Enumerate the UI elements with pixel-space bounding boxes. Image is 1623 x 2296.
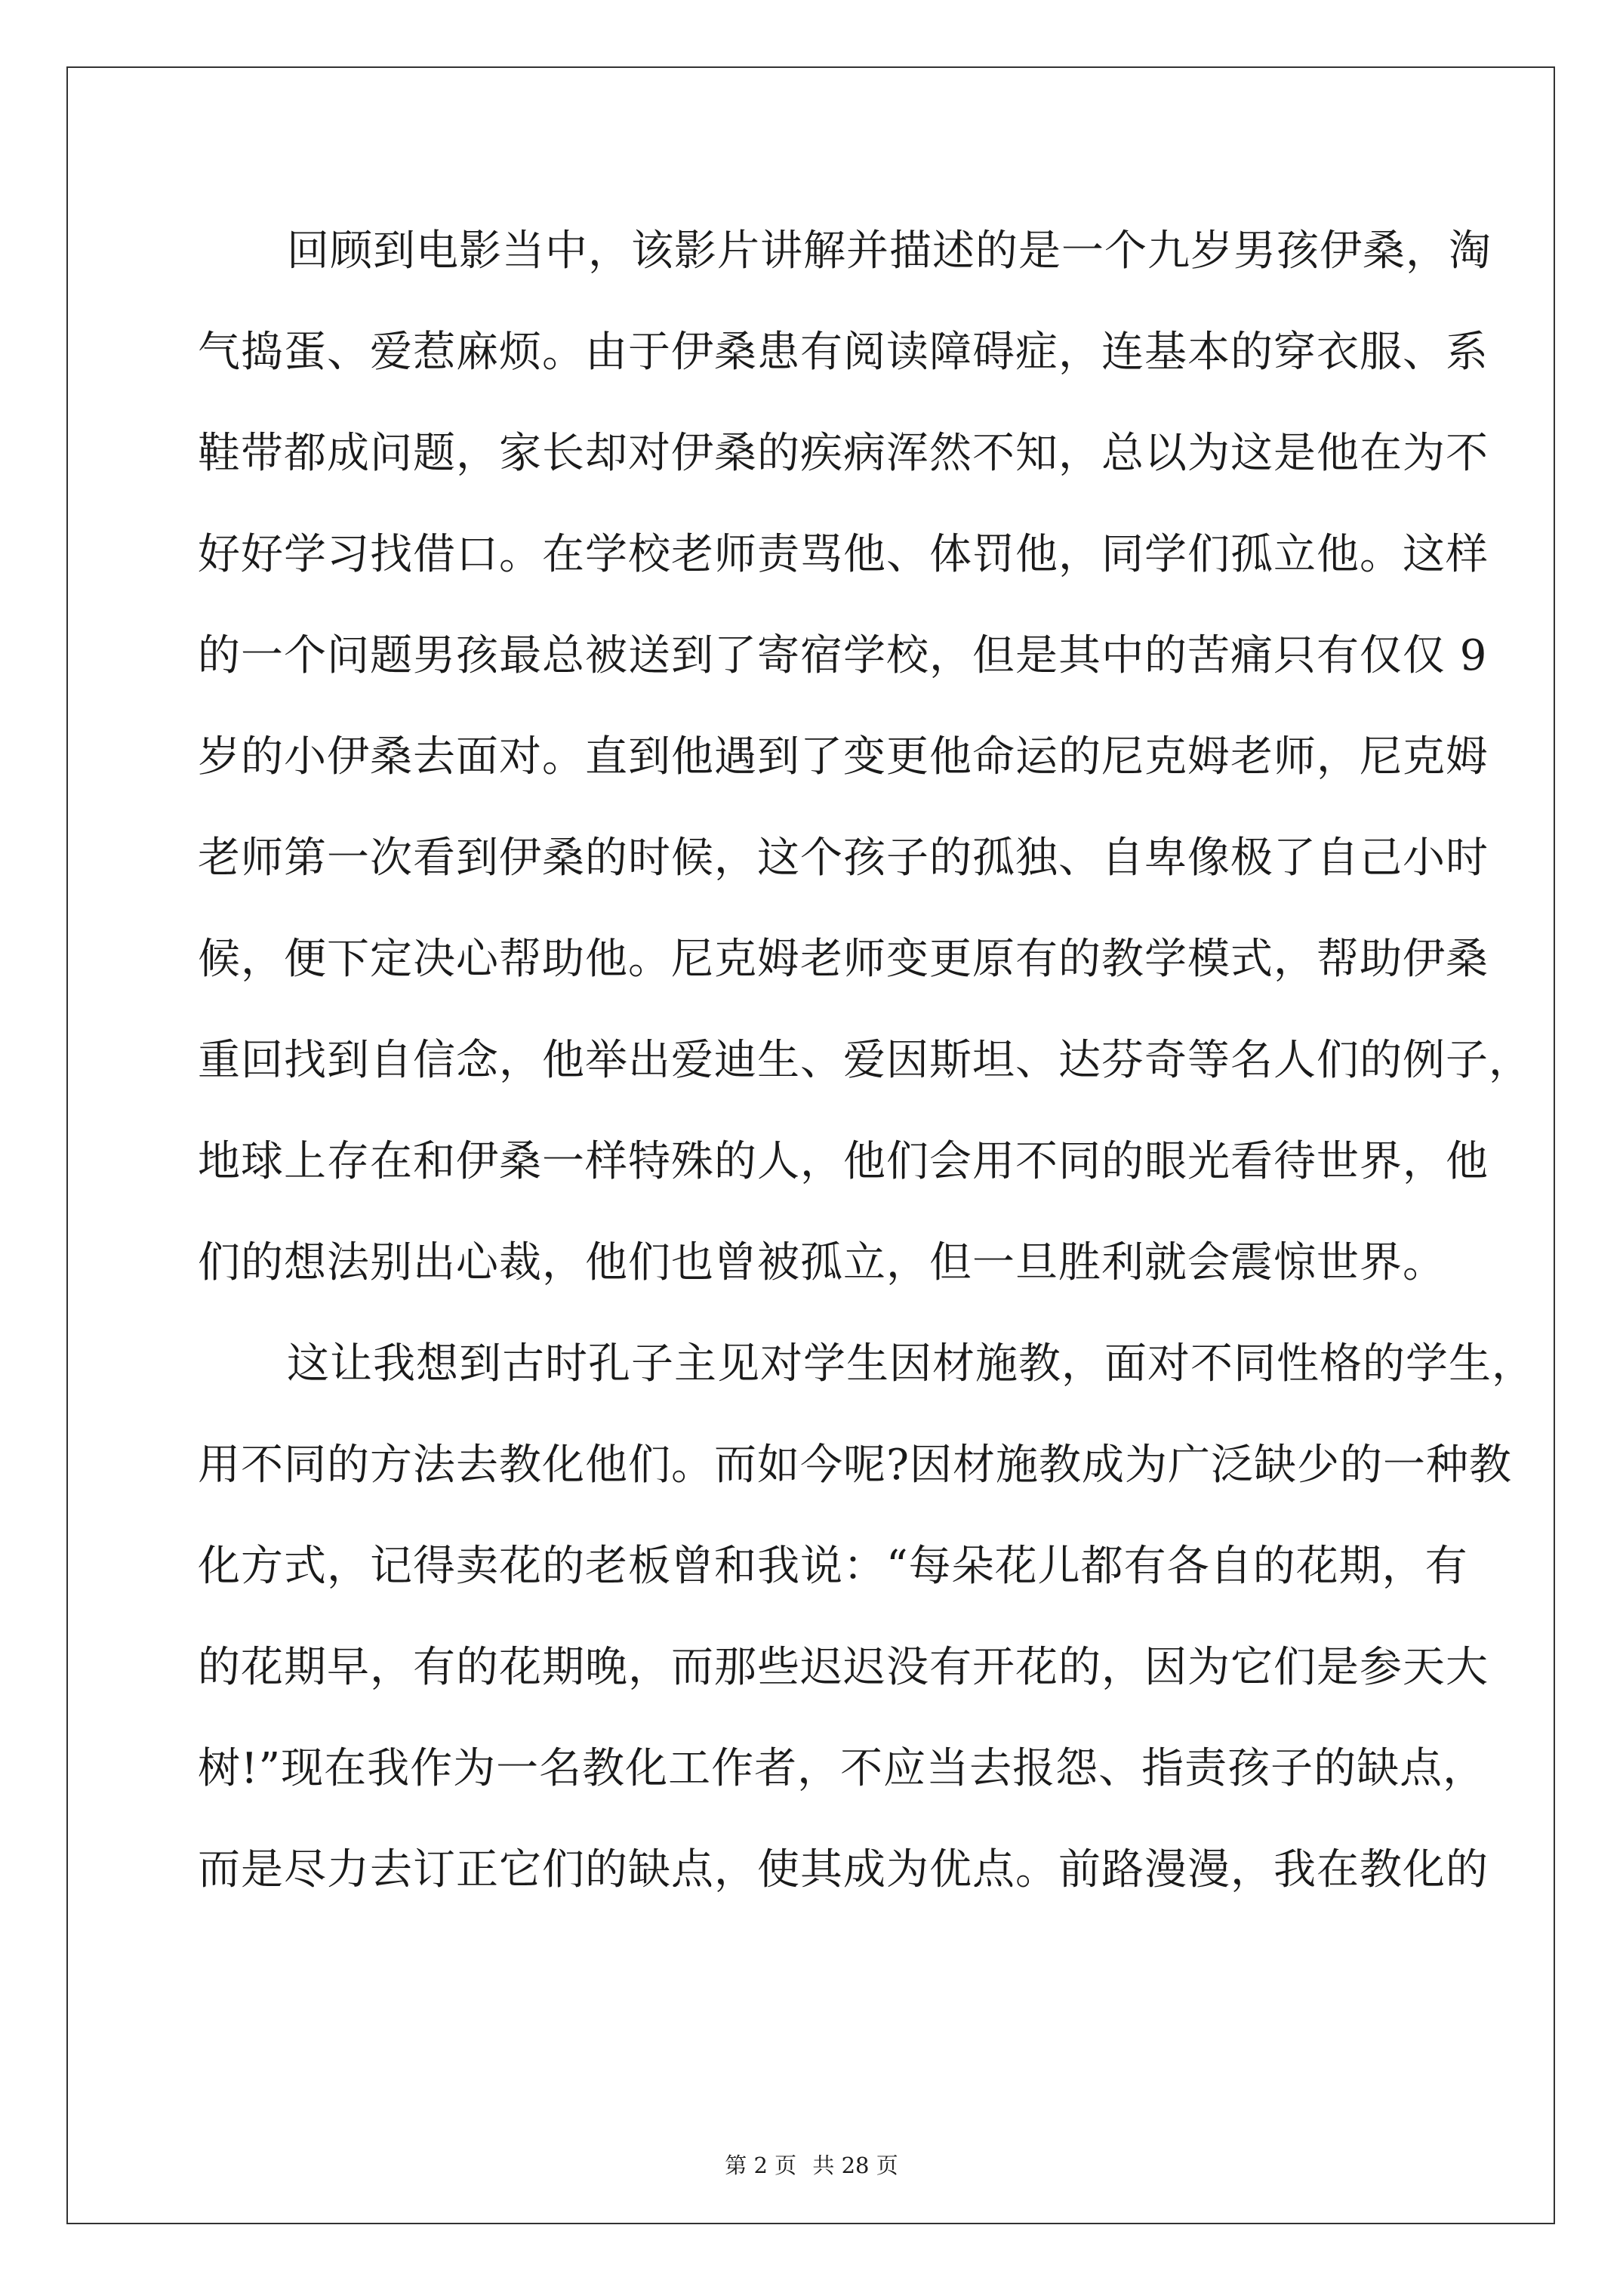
paragraph-1-line-4: 好好学习找借口。在学校老师责骂他、体罚他，同学们孤立他。这样: [198, 530, 1489, 579]
paragraph-1-line-5: 的一个问题男孩最总被送到了寄宿学校，但是其中的苦痛只有仅仅 9: [198, 631, 1488, 680]
paragraph-1-line-6: 岁的小伊桑去面对。直到他遇到了变更他命运的尼克姆老师，尼克姆: [198, 732, 1489, 781]
paragraph-1-line-8: 候，便下定决心帮助他。尼克姆老师变更原有的教学模式，帮助伊桑: [198, 935, 1489, 984]
paragraph-1-line-2: 气捣蛋、爱惹麻烦。由于伊桑患有阅读障碍症，连基本的穿衣服、系: [198, 328, 1489, 377]
paragraph-1-line-10: 地球上存在和伊桑一样特殊的人，他们会用不同的眼光看待世界，他: [198, 1137, 1489, 1186]
paragraph-1-line-11: 们的想法别出心裁，他们也曾被孤立，但一旦胜利就会震惊世界。: [198, 1238, 1446, 1287]
page-number: 第 2 页: [725, 2153, 797, 2178]
paragraph-1-line-3: 鞋带都成问题，家长却对伊桑的疾病浑然不知，总以为这是他在为不: [198, 429, 1489, 478]
paragraph-2-line-3: 化方式，记得卖花的老板曾和我说：“每朵花儿都有各自的花期，有: [198, 1542, 1468, 1591]
paragraph-2-line-2: 用不同的方法去教化他们。而如今呢?因材施教成为广泛缺少的一种教: [198, 1441, 1513, 1490]
paragraph-2-line-5: 树!”现在我作为一名教化工作者，不应当去报怨、指责孩子的缺点，: [198, 1744, 1486, 1793]
page-footer: [0, 2150, 1623, 2180]
paragraph-2-line-6: 而是尽力去订正它们的缺点，使其成为优点。前路漫漫，我在教化的: [198, 1845, 1489, 1894]
paragraph-1-line-1: 回顾到电影当中，该影片讲解并描述的是一个九岁男孩伊桑，淘: [287, 227, 1492, 276]
paragraph-1-line-7: 老师第一次看到伊桑的时候，这个孩子的孤独、自卑像极了自己小时: [198, 834, 1489, 883]
document-body: [198, 220, 1535, 1940]
paragraph-2-line-4: 的花期早，有的花期晚，而那些迟迟没有开花的，因为它们是参天大: [198, 1643, 1489, 1692]
page-total: 共 28 页: [812, 2153, 898, 2178]
paragraph-2-line-1: 这让我想到古时孔子主见对学生因材施教，面对不同性格的学生，: [287, 1339, 1535, 1388]
paragraph-1-line-9: 重回找到自信念，他举出爱迪生、爱因斯坦、达芬奇等名人们的例子，: [198, 1036, 1532, 1085]
